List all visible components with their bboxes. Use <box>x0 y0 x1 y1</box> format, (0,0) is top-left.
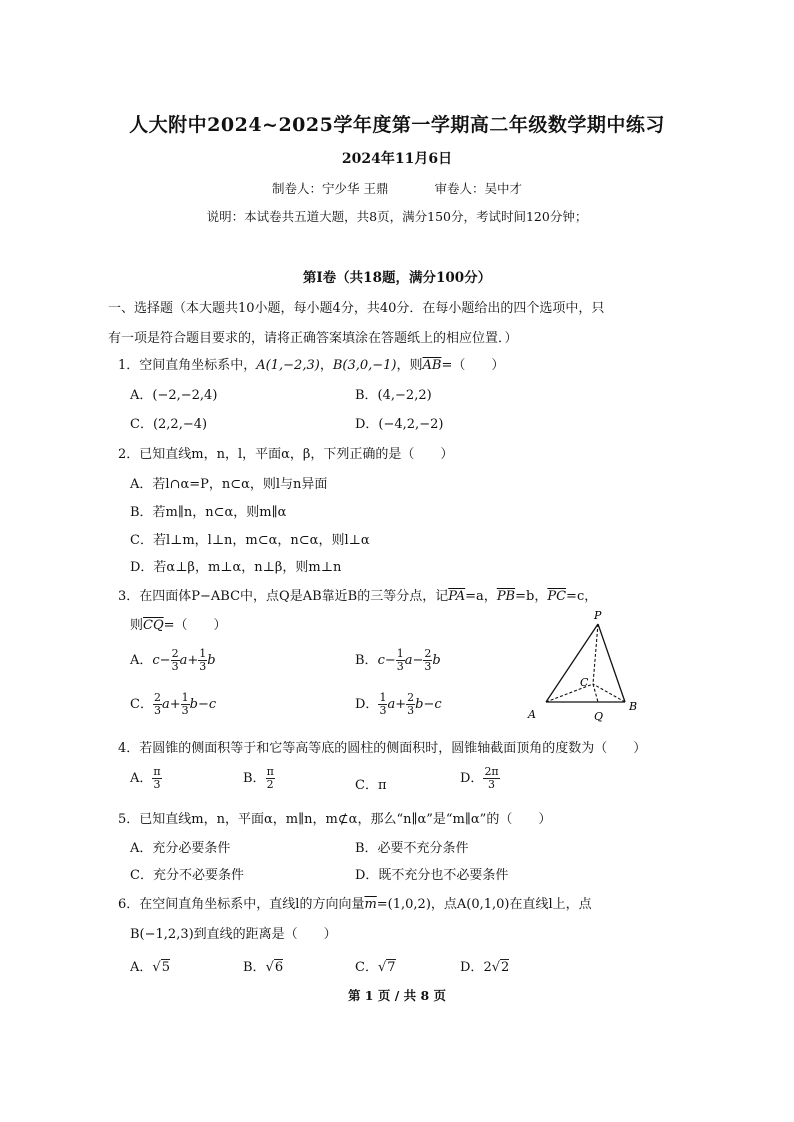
question-3-stem-line2 <box>130 614 227 633</box>
option-label: A． <box>130 653 153 668</box>
q3-stem2-prefix: 则 <box>130 618 144 633</box>
q2-stem-text: 已知直线m，n，l，平面α，β，下列正确的是（ ） <box>139 447 454 462</box>
q1-vector-ab: $\overline{AB}$ <box>422 358 442 373</box>
option-label: A． <box>130 960 153 975</box>
frac-denominator: 3 <box>153 778 161 791</box>
q6-option-a: A．√5 <box>130 960 170 975</box>
author-text: 制卷人：宁少华 王鼎 <box>272 181 389 196</box>
q1-option-b: B．(4,−2,2) <box>355 388 432 403</box>
question-4-stem <box>118 737 646 756</box>
q3-eq-a: =a， <box>465 589 497 604</box>
question-3-stem-line1 <box>118 585 597 604</box>
q6-option-c: C．√7 <box>355 960 396 975</box>
q1-option-c: C．(2,2,−4) <box>130 417 208 432</box>
q5-option-c: C．充分不必要条件 <box>130 868 244 883</box>
radicand: 5 <box>161 960 170 975</box>
q2-option-a: A．若l∩α=P，n⊂α，则l与n异面 <box>130 477 328 492</box>
q1-stem-mid: ，则 <box>396 358 423 373</box>
question-number: 3． <box>118 589 140 604</box>
question-6-stem-line2: B(−1,2,3)到直线的距离是（ ） <box>130 927 337 942</box>
question-number: 4． <box>118 741 140 756</box>
q4-option-c-value: π <box>377 778 387 793</box>
q5-option-d: D．既不充分也不必要条件 <box>355 868 509 883</box>
section-heading-line2: 有一项是符合题目要求的，请将正确答案填涂在答题纸上的相应位置．） <box>108 331 518 346</box>
q6-stem-suffix: =(1,0,2)，点A(0,1,0)在直线l上，点 <box>376 897 592 912</box>
q2-option-b: B．若m∥n，n⊂α，则m∥α <box>130 505 287 520</box>
q6-option-b: B．√6 <box>243 960 284 975</box>
option-label: D． <box>460 960 484 975</box>
question-number: 5． <box>118 812 140 827</box>
q3-option-b: B．c− $\frac{1}{3}$ a− $\frac{2}{3}$ b <box>355 647 441 673</box>
question-number: 2． <box>118 447 140 462</box>
question-number: 1． <box>118 358 140 373</box>
frac-denominator: 3 <box>488 778 496 791</box>
exam-date: 2024年11月6日 <box>341 151 453 167</box>
option-label: C． <box>130 697 153 712</box>
option-label: B． <box>243 771 266 786</box>
frac-numerator: 2π <box>484 765 499 778</box>
question-1-stem: 1．空间直角坐标系中，A(1,−2,3)，B(3,0,−1)，则$\overline{AB}=$（ ） <box>118 358 505 373</box>
edge-pb <box>598 624 625 702</box>
q3-eq-b: =b， <box>515 589 548 604</box>
q3-vector-pb: $\overline{PB}$ <box>496 589 516 604</box>
question-6-stem-line1 <box>118 893 592 912</box>
label-p: P <box>594 609 602 622</box>
q3-vector-pc: $\overline{PC}$ <box>547 589 567 604</box>
label-q: Q <box>594 710 604 723</box>
edge-pa <box>546 624 598 702</box>
part-title: 第I卷（共18题，满分100分） <box>302 270 492 286</box>
radicand: 2 <box>501 960 510 975</box>
option-label: C． <box>355 778 378 793</box>
q3-option-a: A．c− $\frac{2}{3}$ a+ $\frac{1}{3}$ b <box>130 647 216 673</box>
q2-option-c: C．若l⊥m，l⊥n，m⊂α，n⊂α，则l⊥α <box>130 533 370 548</box>
q4-option-d <box>460 766 500 791</box>
question-2-stem <box>118 443 453 462</box>
option-label: B． <box>243 960 266 975</box>
q1-stem-suffix: =（ ） <box>441 358 505 373</box>
q4-stem-text: 若圆锥的侧面积等于和它等高等底的圆柱的侧面积时，圆锥轴截面顶角的度数为（ ） <box>139 741 647 756</box>
section-heading-line1: 一、选择题（本大题共10小题，每小题4分，共40分．在每小题给出的四个选项中，只 <box>108 301 605 316</box>
coefficient: 2 <box>483 960 492 975</box>
radicand: 7 <box>387 960 396 975</box>
option-label: B． <box>355 653 378 668</box>
frac-numerator: π <box>266 765 274 778</box>
q4-option-a <box>130 766 162 791</box>
exam-title: 人大附中2024~2025学年度第一学期高二年级数学期中练习 <box>129 114 665 136</box>
exam-instructions: 说明：本试卷共五道大题，共8页，满分150分，考试时间120分钟； <box>206 209 588 224</box>
q4-option-b <box>243 766 275 791</box>
edge-pc <box>593 624 598 684</box>
q3-option-c: C． $\frac{2}{3}$ a+ $\frac{1}{3}$ b−c <box>130 691 217 717</box>
option-label: D． <box>460 771 484 786</box>
q1-stem-prefix: 空间直角坐标系中， <box>139 358 257 373</box>
reviewer-text: 审卷人：吴中才 <box>434 181 522 196</box>
q3-option-d: D． $\frac{1}{3}$ a+ $\frac{2}{3}$ b−c <box>355 691 442 717</box>
q1-option-d: D．(−4,2,−2) <box>355 417 444 432</box>
frac-denominator: 2 <box>266 778 274 791</box>
q6-option-d: D．2√2 <box>460 960 510 975</box>
q3-vector-pa: $\overline{PA}$ <box>448 589 466 604</box>
q5-stem-text: 已知直线m，n，平面α，m∥n，m⊄α，那么“n∥α”是“m∥α”的（ ） <box>139 812 552 827</box>
q6-vector-m: $\overline{m}$ <box>364 897 377 912</box>
q3-vector-cq: $\overline{CQ}$ <box>143 618 164 633</box>
option-label: A． <box>130 771 153 786</box>
q1-point-b: B(3,0,−1) <box>332 358 397 373</box>
frac-numerator: π <box>153 765 161 778</box>
label-c: C <box>580 676 589 689</box>
q5-option-a: A．充分必要条件 <box>130 841 231 856</box>
q6-stem-prefix: 在空间直角坐标系中，直线l的方向向量 <box>139 897 365 912</box>
option-label: D． <box>355 697 379 712</box>
q1-point-a: A(1,−2,3) <box>256 358 320 373</box>
question-5-stem <box>118 808 551 827</box>
tetrahedron-figure <box>520 606 650 726</box>
q2-option-d: D．若α⊥β，m⊥α，n⊥β，则m⊥n <box>130 560 342 575</box>
q3-stem2-suffix: =（ ） <box>163 618 227 633</box>
q1-option-a: A．(−2,−2,4) <box>130 388 218 403</box>
exam-authors <box>0 179 794 197</box>
radicand: 6 <box>274 960 284 975</box>
option-label: C． <box>355 960 378 975</box>
q3-eq-c: =c， <box>566 589 598 604</box>
q5-option-b: B．必要不充分条件 <box>355 841 469 856</box>
q4-option-c <box>355 774 387 793</box>
label-b: B <box>629 700 638 713</box>
q3-stem-prefix: 在四面体P−ABC中，点Q是AB靠近B的三等分点，记 <box>139 589 449 604</box>
label-a: A <box>528 708 536 721</box>
page-number: 第 1 页 / 共 8 页 <box>347 988 447 1003</box>
question-number: 6． <box>118 897 140 912</box>
